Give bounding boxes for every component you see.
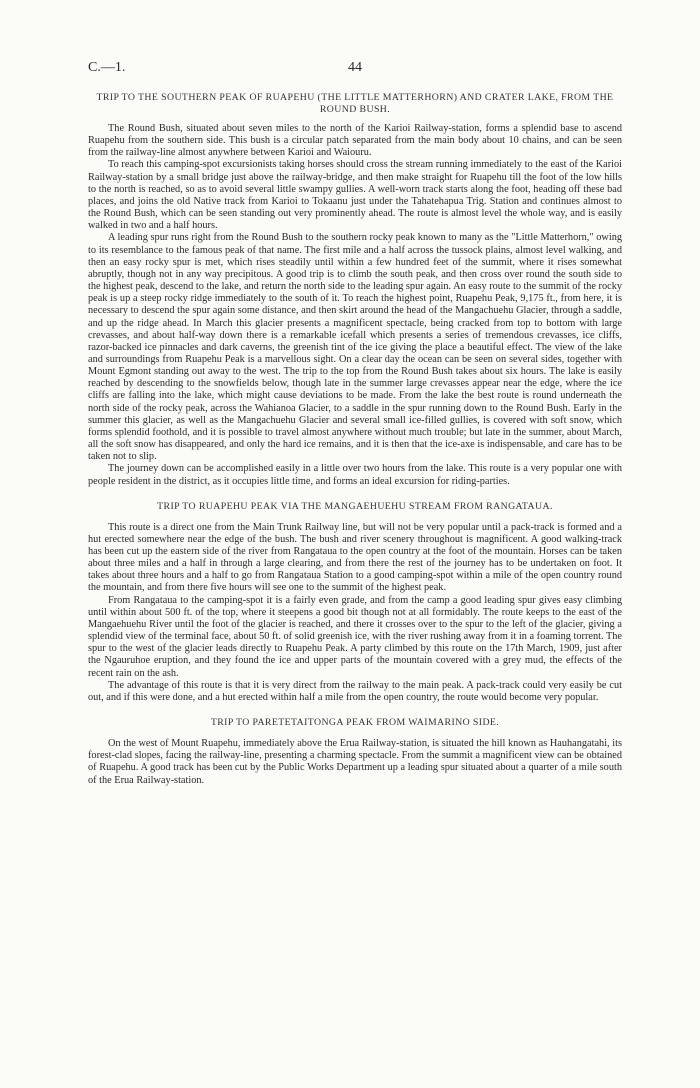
paragraph: A leading spur runs right from the Round Bush to the southern rocky peak known to many as the "Little Matterhorn," owing to its resemblance to the famous peak of that name. The first mile and a half across the tussock plains, almost level walking, and then an easy rocky spur is met, which rises steadily until within a few hundred feet of the summit, where it rises somewhat abruptly, though not in any way precipitous. A good trip is to climb the south peak, and then cross over round the south side to the highest peak, descend to the lake, and return the north side to the leading spur again. An easy route to the summit of the rocky peak is up a steep rocky ridge immediately to the south of it. To reach the highest point, Ruapehu Peak, 9,175 ft., from here, it is necessary to descend the spur again some distance, and then skirt around the head of the Mangachuehu Glacier, through a saddle, and up the ridge ahead. In March this glacier presents a magnificent spectacle, being cracked from top to bottom with large crevasses, and about half-way down there is a remarkable icefall which presents a series of tremendous crevasses, ice cliffs, razor-backed ice pinnacles and dark caverns, the greenish tint of the ice giving the place a beautiful effect. The view of the lake and surroundings from Ruapehu Peak is a marvellous sight. On a clear day the ocean can be seen on several sides, together with Mount Egmont standing out away to the west. The trip to the top from the Round Bush takes about six hours. The lake is easily reached by descending to the snowfields below, though late in the summer large crevasses appear near the edge, where the ice cliffs are falling into the lake, which might cause deviations to be made. From the lake the best route is round underneath the north side of the rocky peak, across the Wahianoa Glacier, to a saddle in the spur running down to the Round Bush. Early in the summer this glacier, as well as the Mangachuehu Glacier and several small ice-filled gullies, is covered with soft snow, which forms splendid foothold, and it is possible to travel almost anywhere without much trouble; but late in the summer, about March, all the soft snow has disappeared, and only the hard ice remains, and it is then that the ice-axe is indispensable, and care has to be taken not to slip. (88, 232, 622, 463)
paragraph: The Round Bush, situated about seven miles to the north of the Karioi Railway-station, forms a splendid base to ascend Ruapehu from the southern side. This bush is a circular patch separated from the main body about 10 chains, and can be seen from the railway-line almost anywhere between Karioi and Waiouru. (88, 123, 622, 159)
paragraph: The advantage of this route is that it is very direct from the railway to the main peak. A pack-track could very easily be cut out, and if this were done, and a hut erected within half a mile from the open country, the route would become very popular. (88, 679, 622, 703)
section-mangaehuehu-route (88, 501, 622, 704)
paragraph: On the west of Mount Ruapehu, immediately above the Erua Railway-station, is situated the hill known as Hauhangatahi, its forest-clad slopes, facing the railway-line, presenting a charming spectacle. From the summit a magnificent view can be obtained of Ruapehu. A good track has been cut by the Public Works Department up a leading spur situated about a quarter of a mile south of the Erua Railway-station. (88, 738, 622, 786)
page-content (88, 92, 622, 787)
section-title: TRIP TO THE SOUTHERN PEAK OF RUAPEHU (THE LITTLE MATTERHORN) AND CRATER LAKE, FROM THE ROUND BUSH. (96, 92, 614, 115)
page-header (88, 60, 622, 80)
page-number: 44 (348, 60, 362, 75)
paragraph: The journey down can be accomplished easily in a little over two hours from the lake. This route is a very popular one with people resident in the district, as it occupies little time, and forms an ideal excursion for riding-parties. (88, 463, 622, 487)
paragraph: To reach this camping-spot excursionists taking horses should cross the stream running immediately to the east of the Karioi Railway-station by a small bridge just above the railway-bridge, and then make straight for Ruapehu till the foot of the low hills to the north is reached, so as to avoid several little swampy gullies. A well-worn track starts along the foot, heading off these bad places, and joins the old Native track from Karioi to Tokaanu just under the Tahatehapua Trig. Station and continues almost to the Round Bush, which can be seen standing out very prominently ahead. The route is almost level the whole way, and is easily walked in two and a half hours. (88, 159, 622, 232)
section-title: TRIP TO RUAPEHU PEAK VIA THE MANGAEHUEHU STREAM FROM RANGATAUA. (157, 500, 553, 512)
section-title: TRIP TO PARETETAITONGA PEAK FROM WAIMARINO SIDE. (210, 717, 500, 729)
document-code: C.—1. (88, 60, 126, 75)
section-southern-peak (88, 92, 622, 488)
section-paretetaitonga-peak (88, 717, 622, 787)
paragraph: This route is a direct one from the Main Trunk Railway line, but will not be very popular until a pack-track is formed and a hut erected somewhere near the edge of the bush. The bush and river scenery throughout is magnificent. A good walking-track has been cut up the eastern side of the river from Rangataua to the open country at the foot of the mountain. Horses can be taken about three miles and a half in through a large clearing, and from there the rest of the journey has to be undertaken on foot. It takes about three hours and a half to go from Rangataua Station to a good camping-spot within a mile of the open country round the mountain, and from there five hours will see one to the summit of the highest peak. (88, 521, 622, 594)
paragraph: From Rangataua to the camping-spot it is a fairly even grade, and from the camp a good leading spur gives easy climbing until within about 500 ft. of the top, where it steepens a good bit though not at all formidably. The route keeps to the east of the Mangaehuehu River until the foot of the glacier is reached, and there it crosses over to the spur to the left of the glacier, giving a splendid view of the terminal face, about 50 ft. of solid greenish ice, with the river rushing away from it in a foaming torrent. The spur to the west of the glacier leads directly to Ruapehu Peak. A party climbed by this route on the 17th March, 1909, just after the Ngauruhoe eruption, and they found the ice and upper parts of the mountain covered with a grey mud, the effects of the recent rain on the ash. (88, 594, 622, 679)
